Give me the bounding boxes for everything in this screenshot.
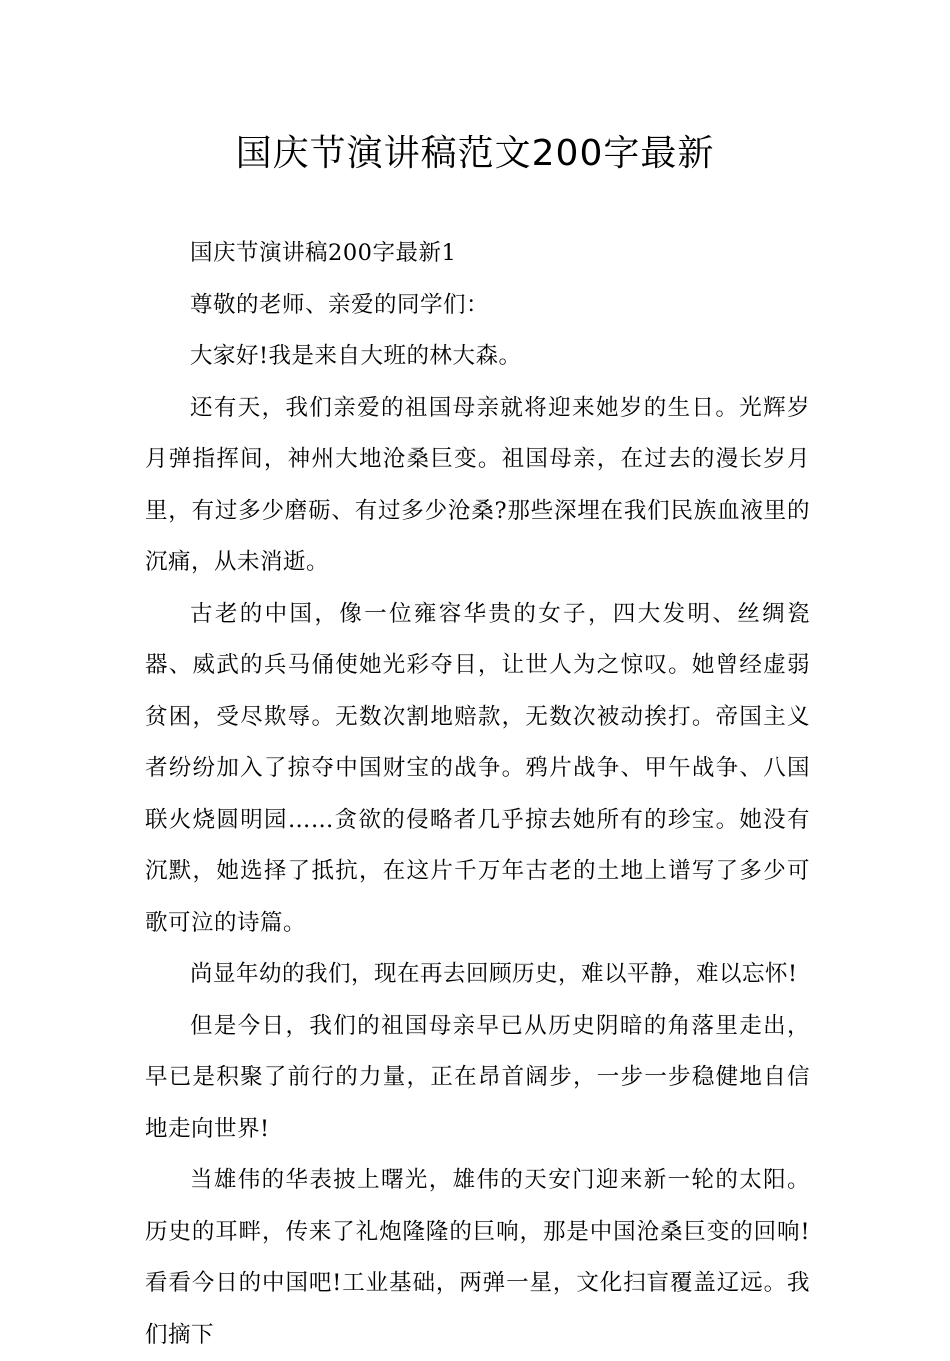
paragraph: 但是今日，我们的祖国母亲早已从历史阴暗的角落里走出，早已是积聚了前行的力量，正在昂首阔步，一步一步稳健地自信地走向世界! [145,1012,810,1142]
paragraph-subtitle: 国庆节演讲稿200字最新1 [190,240,457,266]
paragraph-salutation: 尊敬的老师、亲爱的同学们： [190,291,490,318]
paragraph: 还有天，我们亲爱的祖国母亲就将迎来她岁的生日。光辉岁月弹指挥间，神州大地沧桑巨变。祖国母亲，在过去的漫长岁月里，有过多少磨砺、有过多少沧桑?那些深埋在我们民族血液里的沉痛，从未消逝。 [145,394,810,575]
paragraph-greeting: 大家好!我是来自大班的林大森。 [190,343,522,369]
paragraph: 当雄伟的华表披上曙光，雄伟的天安门迎来新一轮的太阳。历史的耳畔，传来了礼炮隆隆的巨响，那是中国沧桑巨变的回响!看看今日的中国吧!工业基础，两弹一星，文化扫盲覆盖辽远。我们摘下 [145,1167,810,1348]
document-title: 国庆节演讲稿范文200字最新 [235,133,715,174]
paragraph: 尚显年幼的我们，现在再去回顾历史，难以平静，难以忘怀! [190,961,798,987]
document-body [145,228,810,1361]
paragraph: 古老的中国，像一位雍容华贵的女子，四大发明、丝绸瓷器、威武的兵马俑使她光彩夺目，让世人为之惊叹。她曾经虚弱贫困，受尽欺辱。无数次割地赔款，无数次被动挨打。帝国主义者纷纷加入了掠夺中国财宝的战争。鸦片战争、甲午战争、八国联火烧圆明园……贪欲的侵略者几乎掠去她所有的珍宝。她没有沉默，她选择了抵抗，在这片千万年古老的土地上谱写了多少可歌可泣的诗篇。 [145,600,810,936]
